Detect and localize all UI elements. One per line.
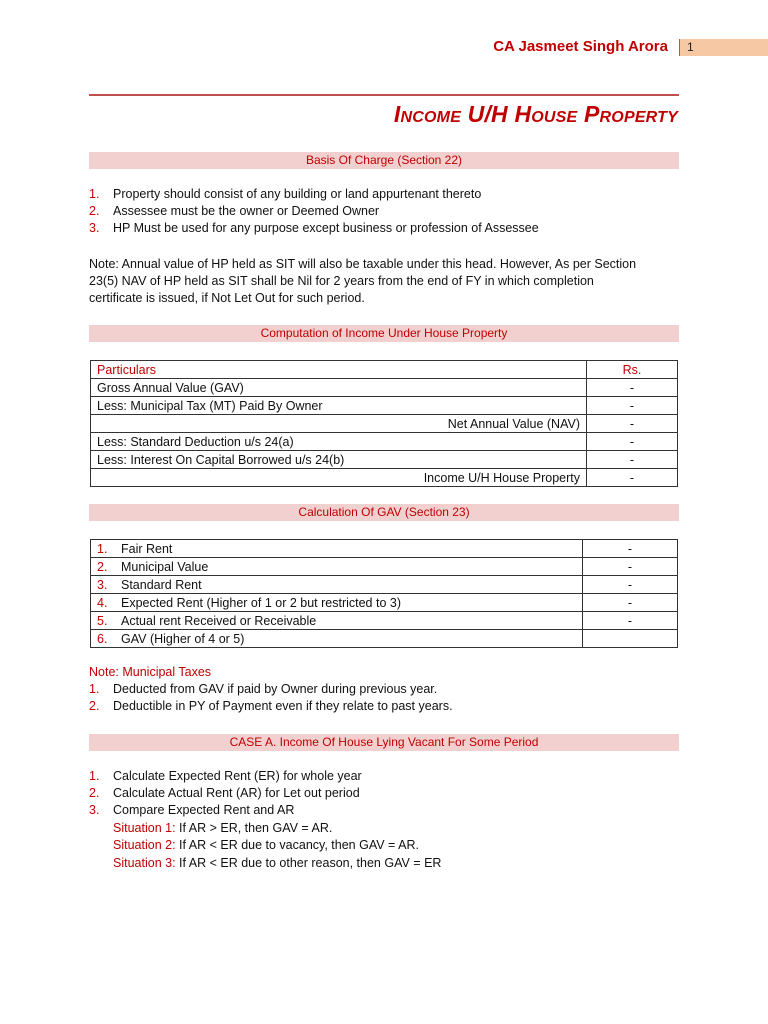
header-rule xyxy=(89,94,679,96)
row-value: - xyxy=(583,558,678,576)
table-row xyxy=(91,540,678,558)
situation-1 xyxy=(113,820,332,837)
row-label: Less: Interest On Capital Borrowed u/s 24(b) xyxy=(91,451,587,469)
situation-label: Situation 3: xyxy=(113,856,176,870)
table-row xyxy=(91,433,678,451)
page-number: 1 xyxy=(687,40,694,54)
list-number: 3. xyxy=(89,803,100,817)
row-number: 1. xyxy=(97,541,108,556)
case-a-list xyxy=(89,768,689,819)
list-text: Property should consist of any building or land appurtenant thereto xyxy=(113,187,482,201)
row-label-cell xyxy=(91,612,583,630)
list-text: Calculate Expected Rent (ER) for whole year xyxy=(113,769,362,783)
row-label: Actual rent Received or Receivable xyxy=(121,613,317,628)
page-title: Income U/H House Property xyxy=(393,101,678,127)
row-label: Less: Municipal Tax (MT) Paid By Owner xyxy=(91,397,587,415)
row-value: - xyxy=(587,451,678,469)
row-value: - xyxy=(587,469,678,487)
list-text: Calculate Actual Rent (AR) for Let out period xyxy=(113,786,360,800)
table-row xyxy=(91,558,678,576)
row-value: - xyxy=(587,415,678,433)
list-number: 2. xyxy=(89,699,100,713)
list-text: Assessee must be the owner or Deemed Owner xyxy=(113,204,380,218)
list-item xyxy=(89,768,689,785)
page-number-box xyxy=(679,39,768,56)
row-label: Income U/H House Property xyxy=(91,469,587,487)
table-row xyxy=(91,451,678,469)
table-row xyxy=(91,630,678,648)
list-item xyxy=(89,802,689,819)
row-label-cell xyxy=(91,540,583,558)
row-number: 3. xyxy=(97,577,108,592)
list-item xyxy=(89,785,689,802)
row-value: - xyxy=(583,576,678,594)
list-item xyxy=(89,186,689,203)
list-text: HP Must be used for any purpose except business or profession of Assessee xyxy=(113,221,539,235)
section-heading-computation: Computation of Income Under House Property xyxy=(89,325,679,342)
row-value: - xyxy=(583,540,678,558)
author-name: CA Jasmeet Singh Arora xyxy=(493,38,668,55)
situation-label: Situation 2: xyxy=(113,838,176,852)
row-value xyxy=(583,630,678,648)
section-heading-basis-of-charge: Basis Of Charge (Section 22) xyxy=(89,152,679,169)
table-row xyxy=(91,594,678,612)
list-text: Deducted from GAV if paid by Owner during previous year. xyxy=(113,682,438,696)
table-row xyxy=(91,397,678,415)
municipal-taxes-note-heading: Note: Municipal Taxes xyxy=(89,665,212,679)
row-label: Gross Annual Value (GAV) xyxy=(91,379,587,397)
situation-3 xyxy=(113,855,441,872)
municipal-taxes-list xyxy=(89,681,689,715)
column-header-particulars: Particulars xyxy=(91,361,587,379)
list-item xyxy=(89,203,689,220)
row-value: - xyxy=(587,433,678,451)
row-label-cell xyxy=(91,558,583,576)
list-item xyxy=(89,698,689,715)
row-label-cell xyxy=(91,594,583,612)
row-number: 6. xyxy=(97,631,108,646)
row-number: 2. xyxy=(97,559,108,574)
row-label-cell xyxy=(91,576,583,594)
list-number: 1. xyxy=(89,187,100,201)
gav-table xyxy=(90,539,678,648)
row-label-cell xyxy=(91,630,583,648)
row-value: - xyxy=(587,397,678,415)
list-number: 2. xyxy=(89,204,100,218)
situation-2 xyxy=(113,837,419,854)
list-number: 1. xyxy=(89,769,100,783)
list-text: Compare Expected Rent and AR xyxy=(113,803,295,817)
row-label: Municipal Value xyxy=(121,559,209,574)
basis-of-charge-list xyxy=(89,186,689,237)
row-number: 5. xyxy=(97,613,108,628)
row-value: - xyxy=(583,612,678,630)
table-header-row xyxy=(91,361,678,379)
list-number: 2. xyxy=(89,786,100,800)
note-line: Note: Annual value of HP held as SIT will also be taxable under this head. However, As per Section xyxy=(89,257,637,271)
row-label: Net Annual Value (NAV) xyxy=(91,415,587,433)
list-number: 3. xyxy=(89,221,100,235)
table-row xyxy=(91,576,678,594)
row-label: Expected Rent (Higher of 1 or 2 but restricted to 3) xyxy=(121,595,401,610)
list-item xyxy=(89,220,689,237)
computation-table xyxy=(90,360,678,487)
table-row xyxy=(91,379,678,397)
note-line: certificate is issued, if Not Let Out for such period. xyxy=(89,291,365,305)
row-label: Fair Rent xyxy=(121,541,173,556)
table-row xyxy=(91,612,678,630)
sit-note xyxy=(89,256,689,307)
situation-text: If AR < ER due to other reason, then GAV = ER xyxy=(175,856,442,870)
row-label: GAV (Higher of 4 or 5) xyxy=(121,631,245,646)
row-value: - xyxy=(587,379,678,397)
situation-text: If AR < ER due to vacancy, then GAV = AR. xyxy=(175,838,419,852)
section-heading-case-a: CASE A. Income Of House Lying Vacant For Some Period xyxy=(89,734,679,751)
table-row xyxy=(91,415,678,433)
row-label: Less: Standard Deduction u/s 24(a) xyxy=(91,433,587,451)
row-number: 4. xyxy=(97,595,108,610)
situation-text: If AR > ER, then GAV = AR. xyxy=(175,821,333,835)
section-heading-gav: Calculation Of GAV (Section 23) xyxy=(89,504,679,521)
note-line: 23(5) NAV of HP held as SIT shall be Nil for 2 years from the end of FY in which completion xyxy=(89,274,594,288)
table-row xyxy=(91,469,678,487)
column-header-rs: Rs. xyxy=(587,361,678,379)
row-value: - xyxy=(583,594,678,612)
row-label: Standard Rent xyxy=(121,577,202,592)
list-number: 1. xyxy=(89,682,100,696)
list-item xyxy=(89,681,689,698)
list-text: Deductible in PY of Payment even if they relate to past years. xyxy=(113,699,453,713)
situation-label: Situation 1: xyxy=(113,821,176,835)
